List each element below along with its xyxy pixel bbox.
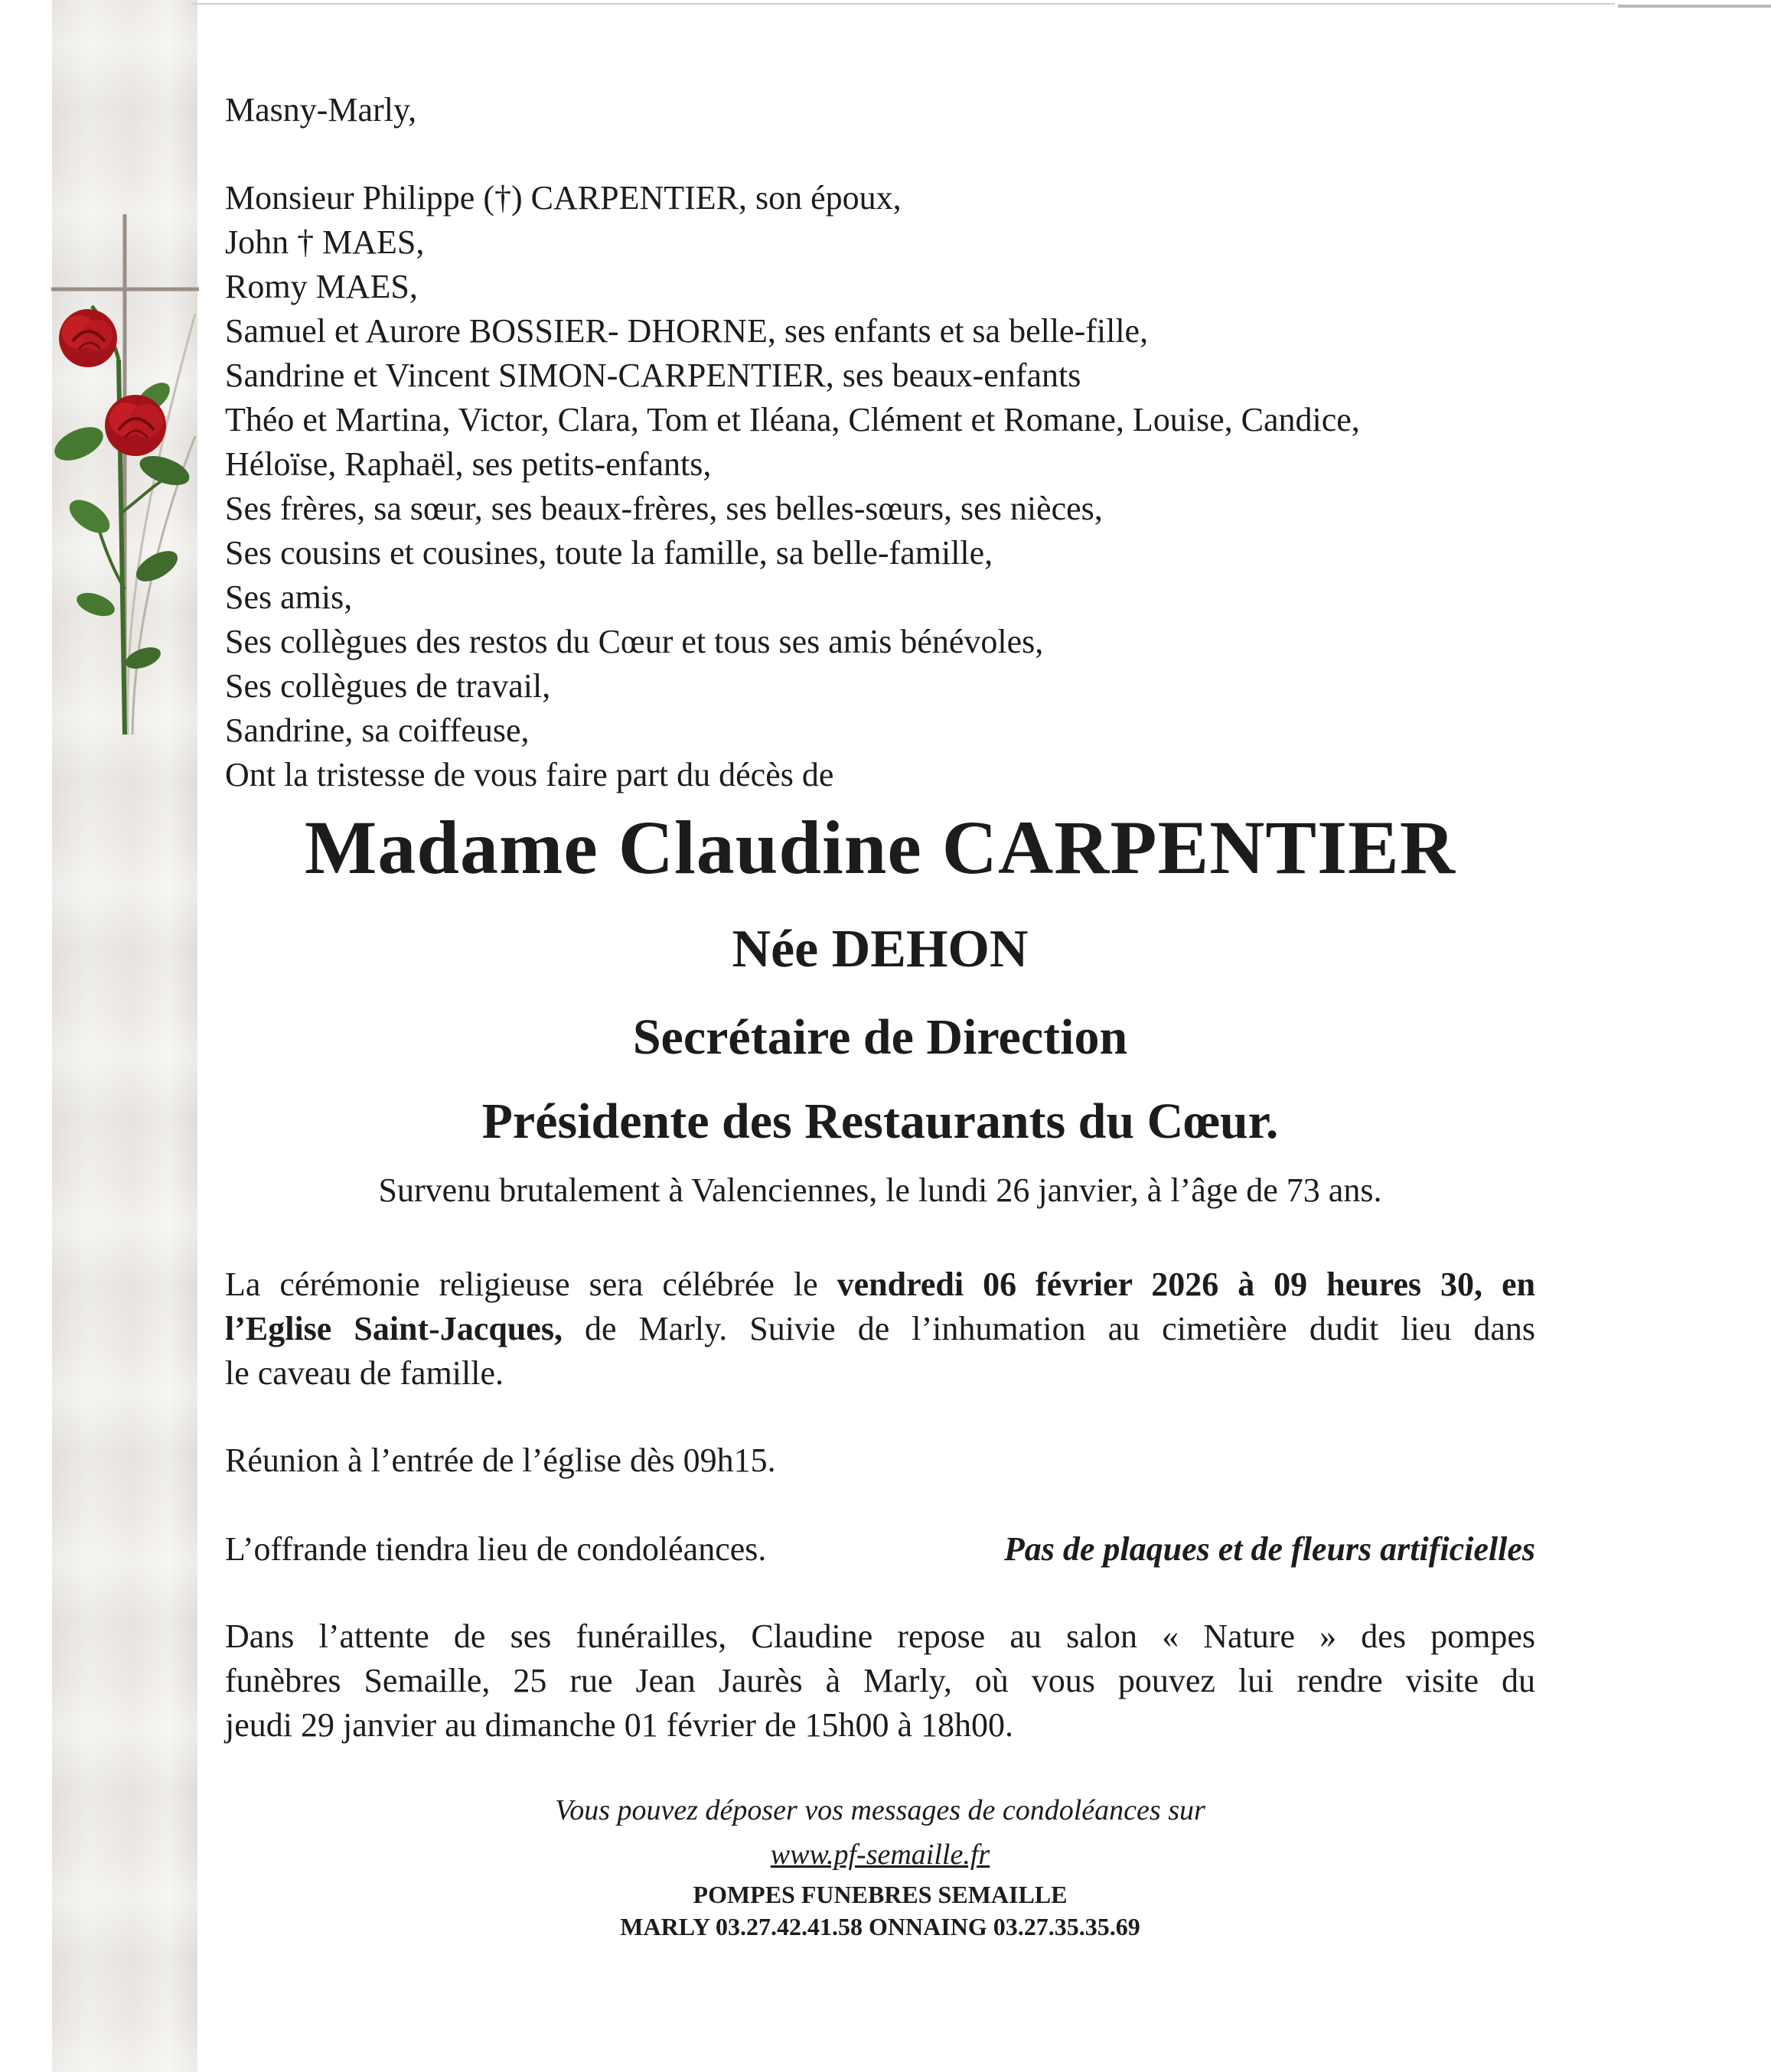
ceremony-line-2 [225,1307,1535,1351]
ceremony-place: l’Eglise Saint-Jacques, [225,1310,563,1347]
ceremony-date: vendredi 06 février 2026 à 09 heures 30, en [837,1266,1535,1303]
family-line: Sandrine et Vincent SIMON-CARPENTIER, ses beaux-enfants [225,357,1081,394]
family-line: Ses amis, [225,578,353,616]
reunion-line: Réunion à l’entrée de l’église dès 09h15. [225,1442,776,1479]
deceased-name: Madame Claudine CARPENTIER [305,805,1456,890]
family-line: Romy MAES, [225,268,418,305]
ceremony-text: de Marly. Suivie de l’inhumation au cimetière dudit lieu dans [562,1310,1535,1347]
family-line: Ses frères, sa sœur, ses beaux-frères, ses belles-sœurs, ses nièces, [225,490,1103,527]
family-line: Monsieur Philippe (†) CARPENTIER, son époux, [225,179,902,217]
family-line: Samuel et Aurore BOSSIER- DHORNE, ses enfants et sa belle-fille, [225,312,1149,350]
footer-message: Vous pouvez déposer vos messages de condoléances sur [555,1794,1205,1826]
offrande-text: L’offrande tiendra lieu de condoléances. [225,1530,767,1568]
corner-scan-mark [1618,5,1771,8]
association-title: Présidente des Restaurants du Cœur. [481,1093,1279,1149]
intro-line: Masny-Marly, [225,91,417,129]
family-line: Sandrine, sa coiffeuse, [225,712,530,749]
no-flowers-text: Pas de plaques et de fleurs artificielles [1003,1530,1535,1568]
website-link[interactable]: www.pf-semaille.fr [770,1839,990,1871]
family-line: Ses cousins et cousines, toute la famille, sa belle-famille, [225,534,993,572]
family-line: Héloïse, Raphaël, ses petits-enfants, [225,445,712,483]
footer-phones: MARLY 03.27.42.41.58 ONNAING 03.27.35.35.69 [620,1913,1140,1940]
family-line: Ses collègues des restos du Cœur et tous ses amis bénévoles, [225,623,1044,660]
death-notice: Survenu brutalement à Valenciennes, le lundi 26 janvier, à l’âge de 73 ans. [378,1171,1382,1209]
ceremony-text: La cérémonie religieuse sera célébrée le [225,1266,837,1303]
ceremony-line-1 [225,1262,1535,1307]
wake-line: jeudi 29 janvier au dimanche 01 février de 15h00 à 18h00. [225,1706,1014,1744]
page-top-border [191,3,1615,5]
wake-line: funèbres Semaille, 25 rue Jean Jaurès à Marly, où vous pouvez lui rendre visite du [225,1662,1535,1699]
ceremony-line-3: le caveau de famille. [225,1354,504,1392]
job-title: Secrétaire de Direction [632,1009,1128,1065]
wake-line: Dans l’attente de ses funérailles, Claudine repose au salon « Nature » des pompes [225,1618,1535,1655]
family-line: Théo et Martina, Victor, Clara, Tom et Iléana, Clément et Romane, Louise, Candice, [225,401,1360,438]
footer-company: POMPES FUNEBRES SEMAILLE [693,1881,1068,1908]
maiden-name: Née DEHON [732,920,1029,979]
family-line: Ont la tristesse de vous faire part du décès de [225,756,834,793]
offrande-line [225,1527,1535,1572]
family-line: Ses collègues de travail, [225,667,551,705]
family-line: John † MAES, [225,223,425,261]
cross-and-roses-icon [42,207,203,742]
footer-website-row [225,1835,1535,1875]
